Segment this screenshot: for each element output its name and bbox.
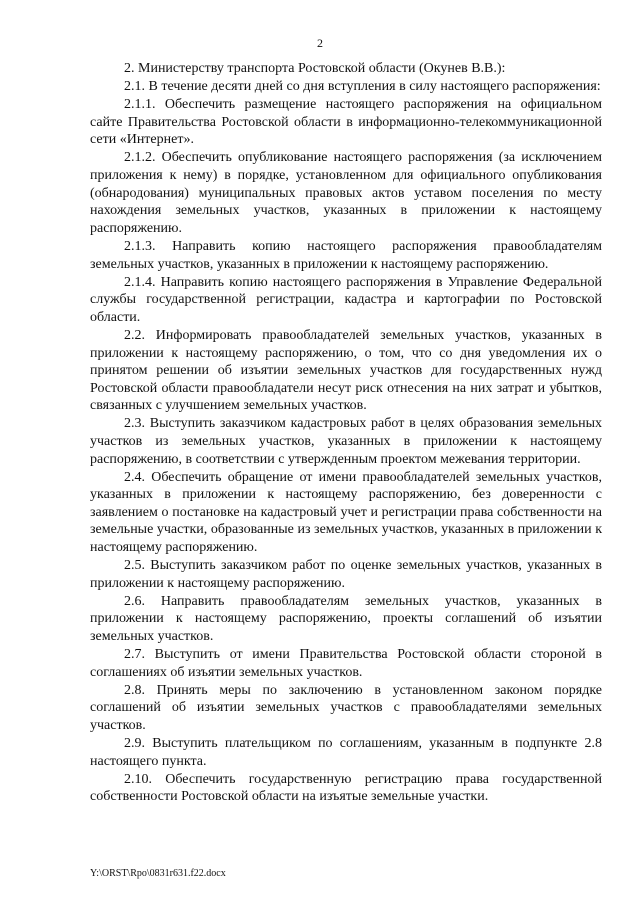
document-body	[90, 60, 602, 806]
paragraph-2-1-4: 2.1.4. Направить копию настоящего распоряжения в Управление Федеральной службы государственной регистрации, кадастра и картографии по Ростовской области.	[90, 274, 602, 325]
paragraph-2-9: 2.9. Выступить плательщиком по соглашениям, указанным в подпункте 2.8 настоящего пункта.	[90, 736, 602, 769]
paragraph-2-10: 2.10. Обеспечить государственную регистрацию права государственной собственности Ростовской области на изъятые земельные участки.	[90, 771, 602, 805]
paragraph-2-2: 2.2. Информировать правообладателей земельных участков, указанных в приложении к настоящему распоряжению, о том, что со дня уведомления их о принятом решении об изъятии земельных участков для государственных нужд Ростовской области правообладатели несут риск отнесения на них затрат и убытков, связанных с улучшением земельных участков.	[90, 327, 602, 414]
paragraph-2-4: 2.4. Обеспечить обращение от имени правообладателей земельных участков, указанных в приложении к настоящему распоряжению, без доверенности с заявлением о постановке на кадастровый учет и регистрации права собственности на земельные участки, образованные из земельных участков, указанных в приложении к настоящему распоряжению.	[90, 469, 602, 556]
paragraph-2-1: 2.1. В течение десяти дней со дня вступления в силу настоящего распоряжения:	[124, 79, 601, 95]
paragraph-2-6: 2.6. Направить правообладателям земельных участков, указанных в приложении к настоящему распоряжению, проекты соглашений об изъятии земельных участков.	[90, 593, 602, 644]
paragraph-2-1-3: 2.1.3. Направить копию настоящего распоряжения правообладателям земельных участков, указанных в приложении к настоящему распоряжению.	[90, 238, 602, 272]
page-number: 2	[317, 36, 323, 50]
paragraph-2-8: 2.8. Принять меры по заключению в установленном законом порядке соглашений об изъятии земельных участков с правообладателями земельных участков.	[90, 682, 602, 733]
paragraph-2-3: 2.3. Выступить заказчиком кадастровых работ в целях образования земельных участков из земельных участков, указанных в приложении к настоящему распоряжению, в соответствии с утвержденным проектом межевания территории.	[90, 416, 602, 467]
paragraph-2-1-1: 2.1.1. Обеспечить размещение настоящего распоряжения на официальном сайте Правительства Ростовской области в информационно-телекоммуникационной сети «Интернет».	[90, 97, 602, 148]
paragraph-2-5: 2.5. Выступить заказчиком работ по оценке земельных участков, указанных в приложении к настоящему распоряжению.	[90, 558, 602, 591]
paragraph-2: 2. Министерству транспорта Ростовской области (Окунев В.В.):	[124, 61, 506, 76]
paragraph-2-7: 2.7. Выступить от имени Правительства Ростовской области стороной в соглашениях об изъятии земельных участков.	[90, 647, 602, 680]
paragraph-2-1-2: 2.1.2. Обеспечить опубликование настоящего распоряжения (за исключением приложения к нему) в порядке, установленном для официального опубликования (обнародования) муниципальных правовых актов уставом поселения по месту нахождения земельных участков, указанных в приложении к настоящему распоряжению.	[90, 150, 602, 236]
file-path-footer: Y:\ORST\Rpo\0831r631.f22.docx	[90, 868, 226, 879]
